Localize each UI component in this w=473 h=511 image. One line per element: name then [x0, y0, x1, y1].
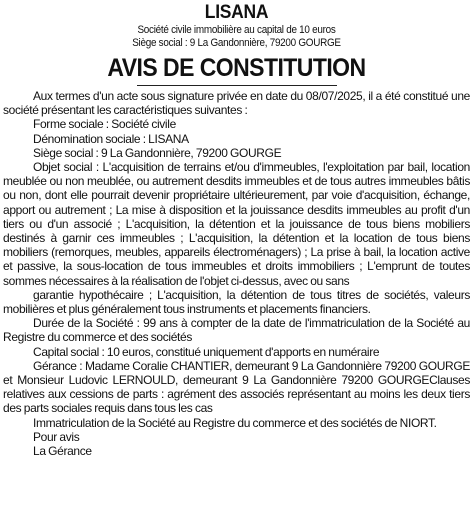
- legal-form: Forme sociale : Société civile: [33, 117, 176, 132]
- closing-line: Pour avis: [33, 429, 80, 444]
- corporate-purpose-continued: garantie hypothécaire ; L'acquisition, la détention de tous titres de sociétés, valeurs mobilières et plus généralement tous instruments et placements financiers.: [3, 287, 470, 317]
- registration: Immatriculation de la Société au Registre du commerce et des sociétés de NIORT.: [33, 415, 437, 430]
- registered-office-line: Siège social : 9 La Gandonnière, 79200 GOURGE: [132, 37, 341, 49]
- notice-title: AVIS DE CONSTITUTION: [107, 54, 366, 82]
- title-divider: [137, 85, 337, 86]
- company-name: LISANA: [204, 2, 269, 23]
- notice-body: [0, 89, 473, 458]
- corporate-purpose: Objet social : L'acquisition de terrains et/ou d'immeubles, l'exploitation par bail, location meublée ou non meublée, ou autrement desdits immeubles et de tous autres immeubles bâtis ou non, dont elle pourrait devenir propriétaire ultérieurement, par voie d'acquisition, échange, apport ou autrement ; La mise à disposition et la jouissance desdits immeubles au profit d'un tiers ou d'un associé ; L'acquisition, la détention et la jouissance de tous biens mobiliers destinés à garnir ces immeubles ; L'acquisition, la détention et la location de tous biens mobiliers (remorques, meubles, appareils électroménagers) ; La prise à bail, la location active et passive, la sous-location de tous immeubles et droits immobiliers ; L'emprunt de toutes sommes nécessaires à la réalisation de l'objet ci-dessus, avec ou sans: [3, 160, 470, 288]
- management-and-share-transfer: Gérance : Madame Coralie CHANTIER, demeurant 9 La Gandonnière 79200 GOURGE et Monsieur Ludovic LERNOULD, demeurant 9 La Gandonnière 79200 GOURGEClauses relatives aux cessions de parts : agrément des associés représentant au moins les deux tiers des parts sociales requis dans tous les cas: [3, 358, 470, 416]
- company-denomination: Dénomination sociale : LISANA: [33, 131, 189, 146]
- signature-line: La Gérance: [33, 444, 92, 459]
- company-duration: Durée de la Société : 99 ans à compter de la date de l'immatriculation de la Société au Registre du commerce et des sociétés: [3, 316, 470, 345]
- intro-paragraph: Aux termes d'un acte sous signature privée en date du 08/07/2025, il a été constitué une société présentant les caractéristiques suivantes :: [3, 89, 470, 118]
- registered-office: Siège social : 9 La Gandonnière, 79200 GOURGE: [33, 145, 282, 160]
- share-capital: Capital social : 10 euros, constitué uniquement d'apports en numéraire: [33, 344, 380, 359]
- capital-line: Société civile immobilière au capital de 10 euros: [137, 24, 336, 36]
